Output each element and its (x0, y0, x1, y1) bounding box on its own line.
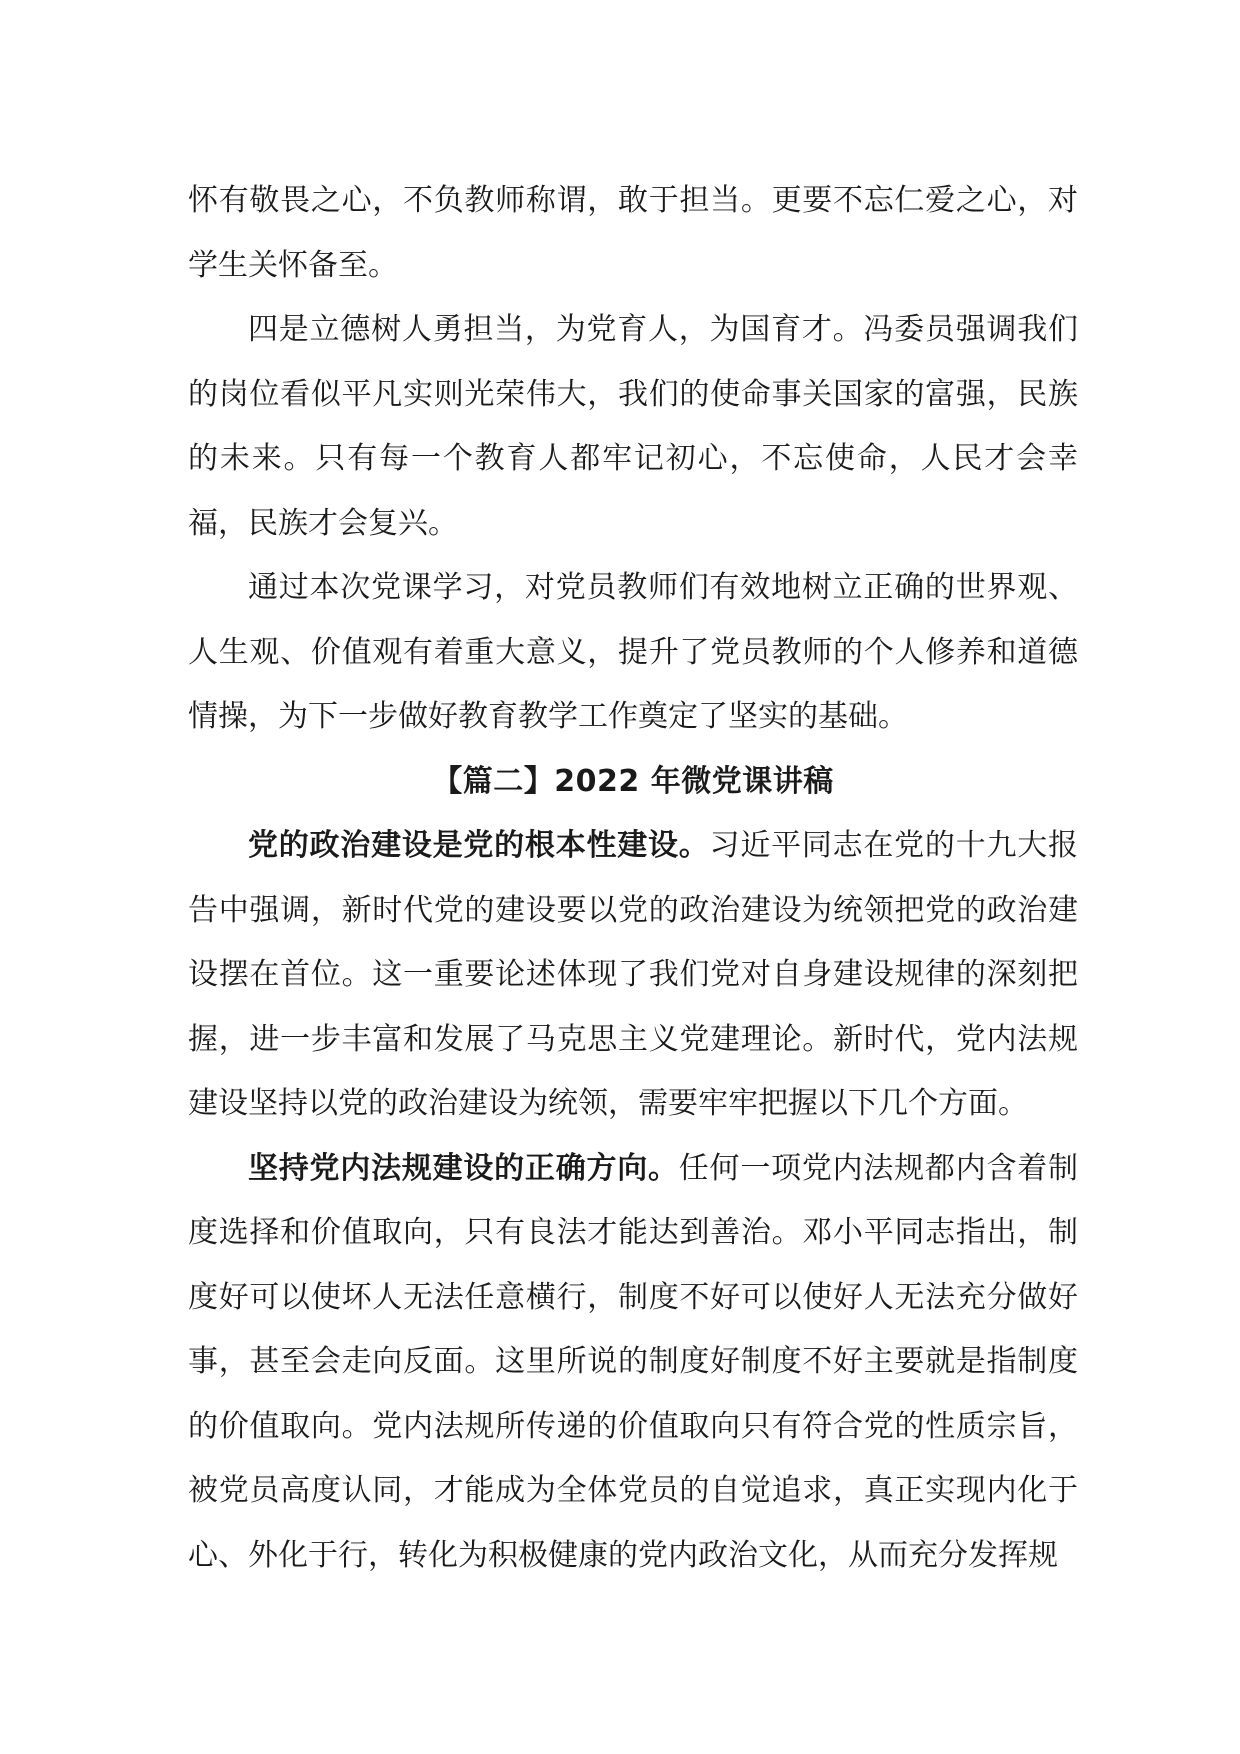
section-heading: 【篇二】2022 年微党课讲稿 (432, 763, 834, 799)
paragraph-summary: 通过本次党课学习，对党员教师们有效地树立正确的世界观、人生观、价值观有着重大意义，提升了党员教师的个人修养和道德情操，为下一步做好教育教学工作奠定了坚实的基础。 (188, 570, 1078, 734)
paragraph-continuation: 怀有敬畏之心，不负教师称谓，敢于担当。更要不忘仁爱之心，对学生关怀备至。 (188, 183, 1078, 283)
paragraph-four: 四是立德树人勇担当，为党育人，为国育才。冯委员强调我们的岗位看似平凡实则光荣伟大，我们的使命事关国家的富强，民族的未来。只有每一个教育人都牢记初心，不忘使命，人民才会幸福，民族才会复兴。 (188, 312, 1078, 541)
paragraph-political-building (188, 814, 1078, 1137)
paragraph-text: 习近平同志在党的十九大报告中强调，新时代党的建设要以党的政治建设为统领把党的政治建设摆在首位。这一重要论述体现了我们党对自身建设规律的深刻把握，进一步丰富和发展了马克思主义党建理论。新时代，党内法规建设坚持以党的政治建设为统领，需要牢牢把握以下几个方面。 (188, 828, 1079, 1121)
paragraph-text: 任何一项党内法规都内含着制度选择和价值取向，只有良法才能达到善治。邓小平同志指出，制度好可以使坏人无法任意横行，制度不好可以使好人无法充分做好事，甚至会走向反面。这里所说的制度好制度不好主要就是指制度的价值取向。党内法规所传递的价值取向只有符合党的性质宗旨，被党员高度认同，才能成为全体党员的自觉追求，真正实现内化于心、外化于行，转化为积极健康的党内政治文化，从而充分发挥规 (188, 1150, 1079, 1573)
document-body (188, 169, 1078, 1588)
paragraph-lead: 坚持党内法规建设的正确方向。 (248, 1150, 679, 1186)
paragraph-lead: 党的政治建设是党的根本性建设。 (248, 828, 710, 863)
paragraph-correct-direction (188, 1137, 1078, 1589)
